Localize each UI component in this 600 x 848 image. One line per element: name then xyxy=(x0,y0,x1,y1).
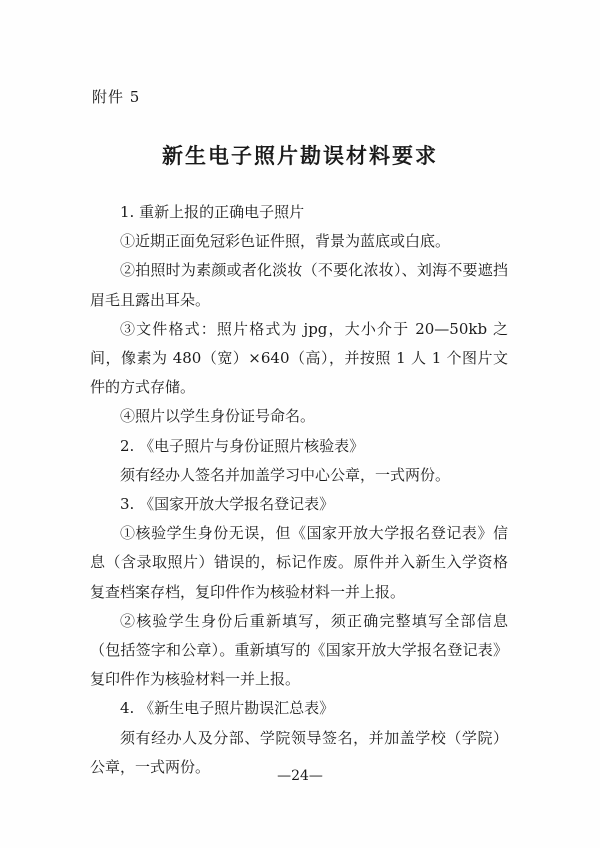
section-heading-1: 1. 重新上报的正确电子照片 xyxy=(120,203,305,221)
page-number: —24— xyxy=(277,768,323,784)
paragraph: 须有经办人签名并加盖学习中心公章，一式两份。 xyxy=(120,465,451,484)
paragraph: ②拍照时为素颜或者化淡妆（不要化浓妆）、刘海不要遮挡眉毛且露出耳朵。 xyxy=(90,261,508,309)
section-heading-2: 2. 《电子照片与身份证照片核验表》 xyxy=(120,436,365,455)
paragraph: ①近期正面免冠彩色证件照，背景为蓝底或白底。 xyxy=(120,232,451,251)
section-heading-3: 3. 《国家开放大学报名登记表》 xyxy=(120,495,335,514)
paragraph: ②核验学生身份后重新填写，须正确完整填写全部信息（包括签字和公章）。重新填写的《国家开放大学报名登记表》复印件作为核验材料一并上报。 xyxy=(90,611,508,689)
paragraph: ①核验学生身份无误，但《国家开放大学报名登记表》信息（含录取照片）错误的，标记作废。原件并入新生入学资格复查档案存档，复印件作为核验材料一并上报。 xyxy=(90,524,508,601)
paragraph: 须有经办人及分部、学院领导签名，并加盖学校（学院）公章，一式两份。 xyxy=(90,728,508,776)
section-heading-4: 4. 《新生电子照片勘误汇总表》 xyxy=(120,699,335,718)
paragraph: ③文件格式：照片格式为 jpg，大小介于 20—50kb 之间，像素为 480（宽）×640（高），并按照 1 人 1 个图片文件的方式存储。 xyxy=(90,319,508,397)
document-body xyxy=(90,198,508,782)
paragraph: ④照片以学生身份证号命名。 xyxy=(120,407,316,426)
document-title: 新生电子照片勘误材料要求 xyxy=(162,143,438,168)
attachment-label: 附件 5 xyxy=(92,88,141,106)
